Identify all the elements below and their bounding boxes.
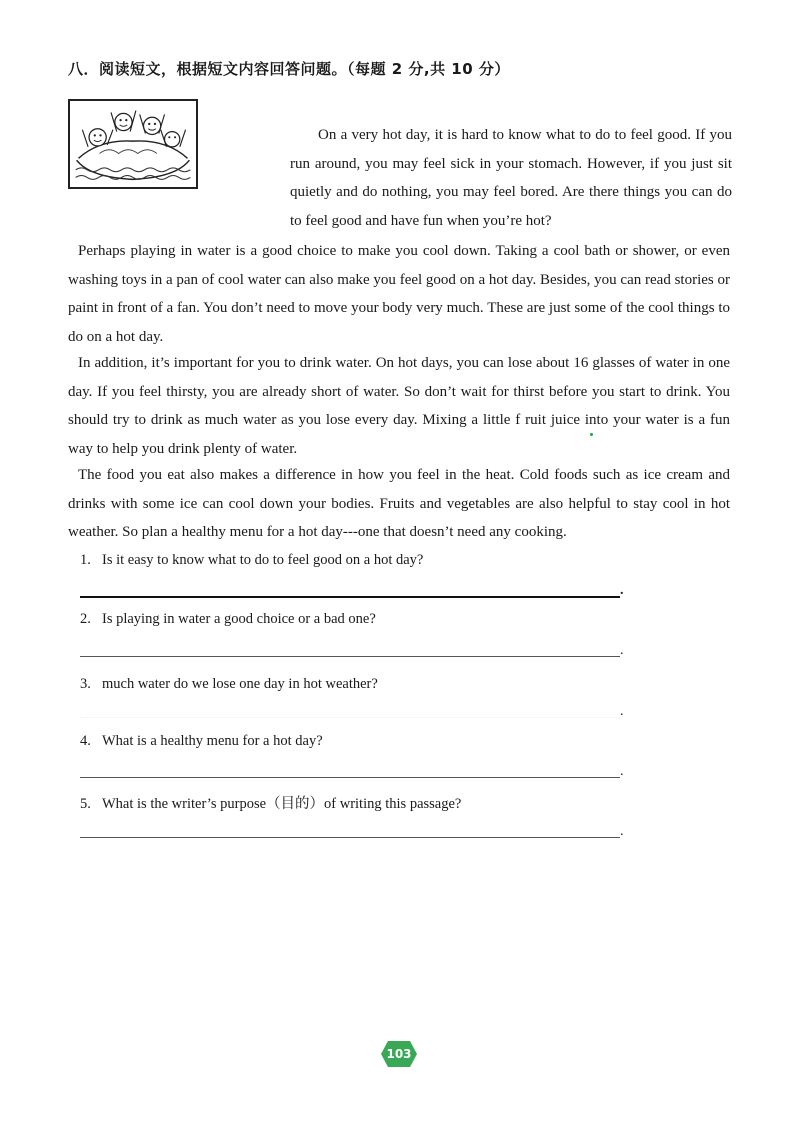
passage-paragraph-2: In addition, it’s important for you to drink water. On hot days, you can lose about 16 glasses of water in one day. If you feel thirsty, you are already short of water. So don’t wait for thirst before you start to drink. You should try to drink as much water as you lose every day. Mixing a little f ruit juice into your water is a fun way to help you drink plenty of water.: [68, 355, 730, 457]
passage-paragraph-1: Perhaps playing in water is a good choice to make you cool down. Taking a cool bath or shower, or even washing toys in a pan of cool water can also make you feel good on a hot day. Besides, you can read stories or paint in front of a fan. You don’t need to move your body very much. These are just some of the cool things to do on a hot day.: [68, 243, 730, 345]
section-header: 八．阅读短文，根据短文内容回答问题。（每题 2 分,共 10 分）: [68, 60, 510, 78]
answer-end-mark: .: [620, 764, 624, 779]
answer-end-mark: .: [620, 583, 624, 598]
passage-paragraph-3: The food you eat also makes a difference in how you feel in the heat. Cold foods such as ice cream and drinks with some ice can cool down your bodies. Fruits and vegetables are also helpful to stay cool in hot weather. So plan a healthy menu for a hot day---one that doesn’t need any cooking.: [68, 467, 730, 540]
question-1: [80, 552, 423, 569]
page-number: 103: [386, 1047, 412, 1061]
answer-line-3[interactable]: [80, 717, 620, 718]
answer-end-mark: .: [620, 824, 624, 839]
green-dot-mark: [590, 433, 593, 436]
question-number: 1.: [80, 552, 91, 568]
answer-line-4[interactable]: [80, 777, 620, 778]
question-number: 3.: [80, 676, 91, 692]
question-4: [80, 733, 323, 750]
kids-in-water-illustration: [68, 99, 198, 189]
question-number: 5.: [80, 796, 91, 812]
answer-line-2[interactable]: [80, 656, 620, 657]
answer-line-1[interactable]: [80, 596, 620, 598]
question-text: much water do we lose one day in hot weather?: [102, 676, 378, 692]
question-number: 4.: [80, 733, 91, 749]
question-text: Is playing in water a good choice or a bad one?: [102, 611, 376, 627]
page-number-badge: [381, 1041, 417, 1067]
question-2: [80, 611, 376, 628]
answer-line-5[interactable]: [80, 837, 620, 838]
question-text: What is the writer’s purpose（目的）of writing this passage?: [102, 796, 462, 812]
question-3: [80, 676, 378, 693]
illustration-drawing: [70, 101, 196, 187]
question-number: 2.: [80, 611, 91, 627]
answer-end-mark: .: [620, 704, 624, 719]
answer-end-mark: .: [620, 643, 624, 658]
passage-intro: On a very hot day, it is hard to know what to do to feel good. If you run around, you may feel sick in your stomach. However, if you just sit quietly and do nothing, you may feel bored. Are there things you can do to feel good and have fun when you’re hot?: [290, 127, 732, 229]
question-text: Is it easy to know what to do to feel good on a hot day?: [102, 552, 424, 568]
question-text: What is a healthy menu for a hot day?: [102, 733, 323, 749]
question-5: [80, 792, 461, 813]
